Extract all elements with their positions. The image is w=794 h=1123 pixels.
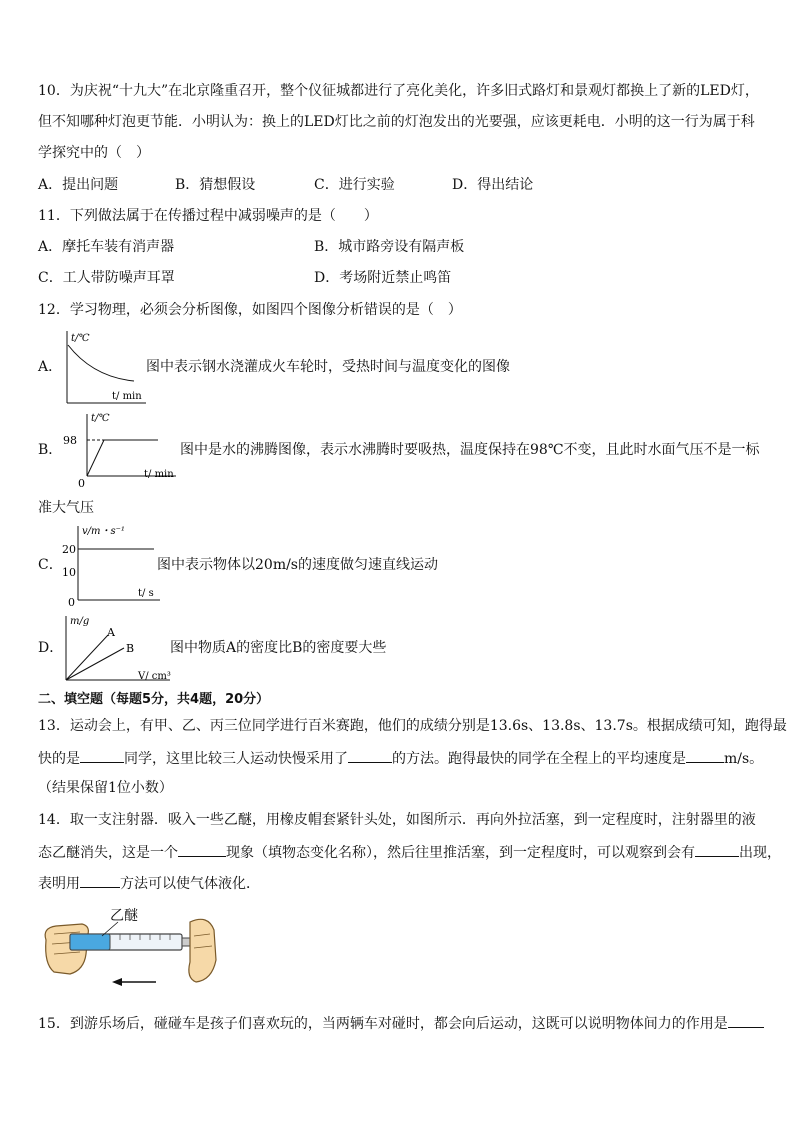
q10-option-a: A．提出问题: [38, 177, 119, 193]
q14-text-d: 表明用: [38, 876, 80, 892]
q13-line1: 13．运动会上，有甲、乙、丙三位同学进行百米赛跑，他们的成绩分别是13.6s、13.8s、13.7s。根据成绩可知，跑得最: [38, 718, 787, 734]
q12-c-ylabel: v/m・s⁻¹: [82, 526, 125, 537]
q12-c-tick-20: 20: [62, 543, 76, 556]
q13-blank-3[interactable]: [686, 748, 724, 763]
q14-text-e: 方法可以使气体液化．: [120, 876, 260, 892]
q11-option-a: A．摩托车装有消声器: [38, 239, 175, 255]
q14-line2: [38, 842, 781, 863]
syringe-figure: [40, 900, 220, 996]
q11-option-b: B．城市路旁设有隔声板: [314, 239, 465, 255]
q12-c-tick-10: 10: [62, 566, 76, 579]
q12-stem: 12．学习物理，必须会分析图像，如图四个图像分析错误的是（ ）: [38, 302, 462, 318]
q10-option-c: C．进行实验: [314, 177, 395, 193]
q12-b-origin: 0: [78, 477, 85, 488]
q12-c-xlabel: t/ s: [138, 588, 154, 599]
q12-d-label: D．: [38, 640, 64, 656]
q11-option-c: C．工人带防噪声耳罩: [38, 270, 175, 286]
q13-blank-2[interactable]: [348, 748, 392, 763]
q12-b-label: B．: [38, 442, 63, 458]
q10-option-b: B．猜想假设: [175, 177, 256, 193]
q12-b-xlabel: t/ min: [144, 469, 174, 480]
q14-line1: 14．取一支注射器．吸入一些乙醚，用橡皮帽套紧针头处，如图所示．再向外拉活塞，到一定程度时，注射器里的液: [38, 812, 756, 828]
q13-text-b: 同学，这里比较三人运动快慢采用了: [124, 751, 348, 767]
q11-option-d: D．考场附近禁止鸣笛: [314, 270, 452, 286]
q12-d-line-a: A: [107, 626, 115, 639]
q12-b-tick-98: 98: [63, 434, 77, 447]
q14-blank-2[interactable]: [695, 842, 739, 857]
q13-text-d: m/s。: [724, 751, 764, 767]
q11-stem: 11．下列做法属于在传播过程中减弱噪声的是（ ）: [38, 208, 378, 224]
q13-text-a: 快的是: [38, 751, 80, 767]
q12-a-xlabel: t/ min: [112, 391, 142, 402]
q14-blank-1[interactable]: [178, 842, 226, 857]
q12-c-text: 图中表示物体以20m/s的速度做匀速直线运动: [157, 557, 438, 573]
q15-line1: [38, 1013, 764, 1034]
q13-line3: （结果保留1位小数）: [38, 780, 173, 796]
q10-option-d: D．得出结论: [452, 177, 534, 193]
q12-c-label: C．: [38, 557, 63, 573]
q10-line3: 学探究中的（ ）: [38, 145, 150, 161]
q14-line3: [38, 873, 260, 894]
q10-line1: 10．为庆祝“十九大”在北京隆重召开，整个仪征城都进行了亮化美化，许多旧式路灯和景观灯都换上了新的LED灯，: [38, 83, 759, 99]
q13-line2: [38, 748, 763, 769]
q12-a-label: A．: [38, 359, 63, 375]
q12-b-text: 图中是水的沸腾图像，表示水沸腾时要吸热，温度保持在98℃不变，且此时水面气压不是一标: [180, 442, 760, 458]
q15-text: 15．到游乐场后，碰碰车是孩子们喜欢玩的，当两辆车对碰时，都会向后运动，这既可以说明物体间力的作用是: [38, 1016, 728, 1032]
q13-text-c: 的方法。跑得最快的同学在全程上的平均速度是: [392, 751, 686, 767]
q12-a-ylabel: t/℃: [71, 333, 90, 344]
q12-b-ylabel: t/℃: [91, 413, 110, 424]
q12-d-text: 图中物质A的密度比B的密度要大些: [170, 640, 387, 656]
q15-blank-1[interactable]: [728, 1013, 764, 1028]
syringe-label: 乙醚: [110, 908, 138, 924]
q12-b-graph: [58, 408, 178, 488]
section2-title: 二、填空题（每题5分，共4题，20分）: [38, 692, 270, 707]
q12-a-graph: [58, 325, 148, 407]
q10-line2: 但不知哪种灯泡更节能．小明认为：换上的LED灯比之前的灯泡发出的光要强，应该更耗电．小明的这一行为属于科: [38, 114, 755, 130]
q12-c-graph: [58, 520, 162, 610]
q12-d-ylabel: m/g: [70, 616, 90, 627]
q12-d-line-b: B: [126, 642, 135, 655]
q14-text-a: 态乙醚消失，这是一个: [38, 845, 178, 861]
q14-text-b: 现象（填物态变化名称），然后往里推活塞，到一定程度时，可以观察到会有: [226, 845, 695, 861]
q13-blank-1[interactable]: [80, 748, 124, 763]
q12-a-text: 图中表示钢水浇灌成火车轮时，受热时间与温度变化的图像: [146, 359, 510, 375]
q12-d-graph: [58, 610, 174, 686]
q12-c-origin: 0: [68, 596, 75, 609]
q14-text-c: 出现，: [739, 845, 781, 861]
q12-b-text-cont: 准大气压: [38, 500, 94, 516]
q12-d-xlabel: V/ cm³: [138, 671, 171, 682]
q14-blank-3[interactable]: [80, 873, 120, 888]
